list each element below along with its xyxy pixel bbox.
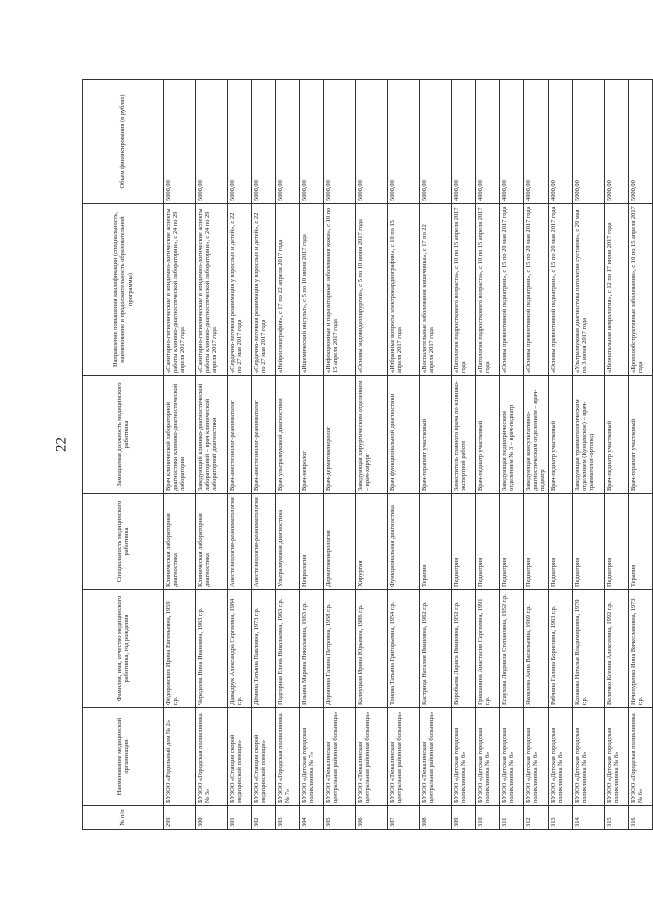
cell-fullname: Калнуцкая Ирина Юрьевна, 1986 г.р. <box>356 590 388 708</box>
cell-number: 315 <box>604 806 628 830</box>
cell-specialty: Педиатрия <box>524 494 549 590</box>
header-number: № п/п <box>83 806 164 830</box>
cell-funding: 5000,00 <box>252 80 276 204</box>
cell-position: Заведующая педиатрическим отделением № 3 – врач-педиатр <box>500 376 524 494</box>
table-row <box>388 80 420 830</box>
rotated-table-container <box>82 80 644 830</box>
table-row <box>356 80 388 830</box>
cell-number: 311 <box>500 806 524 830</box>
cell-training: «Патология подросткового возраста», с 10 по 15 апреля 2017 года <box>452 204 476 376</box>
cell-specialty: Анестезиология-реаниматология <box>228 494 252 590</box>
cell-training: «Ультразвуковая диагностика патологии суставов», с 29 мая по 3 июня 2017 года <box>572 204 604 376</box>
cell-funding: 5000,00 <box>300 80 324 204</box>
cell-organization: БУЗОО «Городская поликлиника № 7» <box>276 708 300 806</box>
cell-organization: БУЗОО «Тюкалинская центральная районная больница» <box>388 708 420 806</box>
cell-number: 306 <box>356 806 388 830</box>
cell-training: «Основы превентивной педиатрии», с 15 по 20 мая 2017 года <box>524 204 549 376</box>
cell-training: «Основы превентивной педиатрии», с 15 по 20 мая 2017 года <box>548 204 572 376</box>
header-training-direction: Направление повышения квалификации (специальность, наименование и продолжительность образовательной программы) <box>83 204 164 376</box>
cell-fullname: Ильина Марина Николаевна, 1963 г.р. <box>300 590 324 708</box>
table-row <box>572 80 604 830</box>
cell-fullname: Есаулова Людмила Степановна, 1952 г.р. <box>500 590 524 708</box>
cell-organization: БУЗОО «Детская городская поликлиника № 8» <box>476 708 500 806</box>
table-row <box>252 80 276 830</box>
cell-position: Врач ультразвуковой диагностики <box>276 376 300 494</box>
header-position: Замещаемая должность медицинского работника <box>83 376 164 494</box>
cell-fullname: Давыдрук Александра Сергеевна, 1984 г.р. <box>228 590 252 708</box>
cell-funding: 4000,00 <box>524 80 549 204</box>
cell-funding: 5000,00 <box>572 80 604 204</box>
cell-training: «Основы эндовидеохирургии», с 5 по 10 июня 2017 года <box>356 204 388 376</box>
cell-organization: БУЗОО «Городская поликлиника № 6» <box>628 708 652 806</box>
cell-organization: БУЗОО «Тюкалинская центральная районная больница» <box>420 708 452 806</box>
cell-fullname: Воробьева Лариса Ивановна, 1952 г.р. <box>452 590 476 708</box>
cell-position: Заведующая консультативно-диагностическим отделением – врач-педиатр <box>524 376 549 494</box>
cell-specialty: Педиатрия <box>500 494 524 590</box>
table-row <box>476 80 500 830</box>
cell-training: «Санитарно-гигиенические и эпидемио-логические аспекты работы клинико-диагностической лаборатории», с 24 по 29 апреля 2017 года <box>196 204 228 376</box>
cell-funding: 5000,00 <box>276 80 300 204</box>
cell-position: Врач клинической лабораторной диагностики клинико-диагностической лаборатории <box>164 376 196 494</box>
cell-fullname: Рябчина Галина Борисовна, 1963 г.р. <box>548 590 572 708</box>
cell-training: «Основы превентивной педиатрии», с 15 по 20 мая 2017 года <box>500 204 524 376</box>
cell-position: Врач-педиатр участковый <box>476 376 500 494</box>
cell-fullname: Чередеева Нина Ивановна, 1963 г.р. <box>196 590 228 708</box>
table-row <box>300 80 324 830</box>
cell-specialty: Терапия <box>420 494 452 590</box>
cell-specialty: Клиническая лабораторная диагностика <box>164 494 196 590</box>
cell-organization: БУЗОО «Детская городская поликлиника № 7» <box>300 708 324 806</box>
cell-organization: БУЗОО «Станция скорой медицинской помощи» <box>252 708 276 806</box>
table-row <box>452 80 476 830</box>
cell-specialty: Функциональная диагностика <box>388 494 420 590</box>
cell-training: «Ишемический инсульт», с 5 по 10 июня 2017 года <box>300 204 324 376</box>
cell-training: «Патология подросткового возраста», с 10 по 15 апреля 2017 года <box>476 204 500 376</box>
cell-training: «Избранные вопросы электрокардиографии», с 10 по 15 апреля 2017 года <box>388 204 420 376</box>
cell-training: «Бронхообструктивные заболевания», с 10 по 15 апреля 2017 года <box>628 204 652 376</box>
cell-number: 303 <box>276 806 300 830</box>
cell-funding: 5000,00 <box>164 80 196 204</box>
cell-organization: БУЗОО «Детская городская поликлиника № 8» <box>452 708 476 806</box>
training-table <box>82 79 653 830</box>
cell-position: Врач-педиатр участковый <box>548 376 572 494</box>
cell-fullname: Величко Ксения Алексеевна, 1992 г.р. <box>604 590 628 708</box>
cell-fullname: Доронина Галина Петровна, 1958 г.р. <box>324 590 356 708</box>
cell-funding: 4000,00 <box>476 80 500 204</box>
table-row <box>228 80 252 830</box>
cell-organization: БУЗОО «Городская поликлиника № 3» <box>196 708 228 806</box>
cell-organization: БУЗОО «Станция скорой медицинской помощи» <box>228 708 252 806</box>
cell-funding: 5000,00 <box>228 80 252 204</box>
cell-number: 304 <box>300 806 324 830</box>
cell-funding: 5000,00 <box>196 80 228 204</box>
cell-funding: 5000,00 <box>628 80 652 204</box>
header-organization: Наименование медицинской организации <box>83 708 164 806</box>
cell-specialty: Анестезиология-реаниматология <box>252 494 276 590</box>
cell-funding: 5000,00 <box>324 80 356 204</box>
cell-number: 299 <box>164 806 196 830</box>
cell-training: «Сердечно-легочная реанимация у взрослых и детей», с 22 по 27 мая 2017 года <box>252 204 276 376</box>
cell-number: 302 <box>252 806 276 830</box>
cell-number: 316 <box>628 806 652 830</box>
cell-specialty: Ультразвуковая диагностика <box>276 494 300 590</box>
cell-position: Врач-терапевт участковый <box>420 376 452 494</box>
cell-number: 313 <box>548 806 572 830</box>
cell-position: Врач-дерматовенеролог <box>324 376 356 494</box>
cell-fullname: Фёдоровских Ирина Евгеньевна, 1959 г.р. <box>164 590 196 708</box>
cell-fullname: Тонова Татьяна Григорьевна, 1954 г.р. <box>388 590 420 708</box>
cell-position: Врач функциональной диагностики <box>388 376 420 494</box>
cell-funding: 5000,00 <box>420 80 452 204</box>
cell-number: 314 <box>572 806 604 830</box>
cell-organization: БУЗОО «Детская городская поликлиника № 8» <box>524 708 549 806</box>
cell-funding: 4000,00 <box>500 80 524 204</box>
cell-position: Врач-анестезиолог-реаниматолог <box>228 376 252 494</box>
cell-training: «Воспалительные заболевания кишечника», с 17 по 22 апреля 2017 года <box>420 204 452 376</box>
cell-specialty: Терапия <box>628 494 652 590</box>
cell-specialty: Хирургия <box>356 494 388 590</box>
cell-position: Заведующая хирургическим отделением – врач-хирург <box>356 376 388 494</box>
cell-position: Заведующая травматологическим отделением (Кунцевское) – врач-травматолог-ортопед <box>572 376 604 494</box>
cell-number: 301 <box>228 806 252 830</box>
cell-number: 312 <box>524 806 549 830</box>
cell-position: Врач-анестезиолог-реаниматолог <box>252 376 276 494</box>
cell-training: «Сердечно-легочная реанимация у взрослых и детей», с 22 по 27 мая 2017 года <box>228 204 252 376</box>
table-row <box>548 80 572 830</box>
cell-funding: 5000,00 <box>604 80 628 204</box>
header-funding: Объем финансирования (в рублях) <box>83 80 164 204</box>
cell-fullname: Гришанина Анастасия Сергеевна, 1991 г.р. <box>476 590 500 708</box>
cell-specialty: Клиническая лабораторная диагностика <box>196 494 228 590</box>
cell-position: Врач-терапевт участковый <box>628 376 652 494</box>
cell-organization: БУЗОО «Детская городская поликлиника № 8» <box>572 708 604 806</box>
cell-funding: 5000,00 <box>356 80 388 204</box>
cell-fullname: Яковлева Анна Васильевна, 1969 г.р. <box>524 590 549 708</box>
page-number: 22 <box>53 437 70 452</box>
cell-fullname: Кастрица Наталия Ивановна, 1962 г.р. <box>420 590 452 708</box>
cell-fullname: Нечепуренко Инна Вячеславовна, 1973 г.р. <box>628 590 652 708</box>
cell-training: «Неонатальная неврология», с 12 по 17 июня 2017 года <box>604 204 628 376</box>
table-row <box>628 80 652 830</box>
cell-organization: БУЗОО «Тюкалинская центральная районная больница» <box>356 708 388 806</box>
cell-position: Заместитель главного врача по клинико-экспертной работе <box>452 376 476 494</box>
cell-position: Врач-невролог <box>300 376 324 494</box>
table-row <box>524 80 549 830</box>
cell-funding: 4000,00 <box>452 80 476 204</box>
cell-specialty: Педиатрия <box>548 494 572 590</box>
cell-training: «Инфекционные и паразитарные заболевания кожи», с 10 по 15 апреля 2017 года <box>324 204 356 376</box>
cell-position: Врач-педиатр участковый <box>604 376 628 494</box>
cell-number: 310 <box>476 806 500 830</box>
cell-specialty: Педиатрия <box>476 494 500 590</box>
table-row <box>500 80 524 830</box>
cell-organization: БУЗОО «Родильный дом № 2» <box>164 708 196 806</box>
cell-fullname: Дёмина Татьяна Павловна, 1973 г.р. <box>252 590 276 708</box>
cell-funding: 4000,00 <box>548 80 572 204</box>
cell-fullname: Подгорная Елена Николаевна, 1963 г.р. <box>276 590 300 708</box>
cell-number: 305 <box>324 806 356 830</box>
cell-organization: БУЗОО «Детская городская поликлиника № 8» <box>604 708 628 806</box>
cell-number: 300 <box>196 806 228 830</box>
cell-number: 307 <box>388 806 420 830</box>
cell-specialty: Неврология <box>300 494 324 590</box>
cell-specialty: Педиатрия <box>572 494 604 590</box>
cell-specialty: Педиатрия <box>604 494 628 590</box>
cell-specialty: Педиатрия <box>452 494 476 590</box>
table-row <box>276 80 300 830</box>
cell-position: Заведующий клинико-диагностической лабораторией – врач клинической лабораторной диагностики <box>196 376 228 494</box>
table-row <box>604 80 628 830</box>
cell-organization: БУЗОО «Детская городская поликлиника № 8» <box>500 708 524 806</box>
header-specialty: Специальность медицинского работника <box>83 494 164 590</box>
table-row <box>196 80 228 830</box>
cell-organization: БУЗОО «Детская городская поликлиника № 8» <box>548 708 572 806</box>
cell-organization: БУЗОО «Тюкалинская центральная районная больница» <box>324 708 356 806</box>
table-row <box>324 80 356 830</box>
table-header-row <box>83 80 164 830</box>
cell-fullname: Казакова Наталья Владимировна, 1970 г.р. <box>572 590 604 708</box>
table-row <box>420 80 452 830</box>
cell-specialty: Дерматовенерология <box>324 494 356 590</box>
table-row <box>164 80 196 830</box>
cell-training: «Нейросонография», с 17 по 22 апреля 2017 года <box>276 204 300 376</box>
cell-number: 309 <box>452 806 476 830</box>
cell-number: 308 <box>420 806 452 830</box>
cell-funding: 5000,00 <box>388 80 420 204</box>
header-fullname: Фамилия, имя, отчество медицинского работника, год рождения <box>83 590 164 708</box>
cell-training: «Санитарно-гигиенические и эпидемио-логические аспекты работы клинико-диагностической лаборатории», с 24 по 29 апреля 2017 года <box>164 204 196 376</box>
